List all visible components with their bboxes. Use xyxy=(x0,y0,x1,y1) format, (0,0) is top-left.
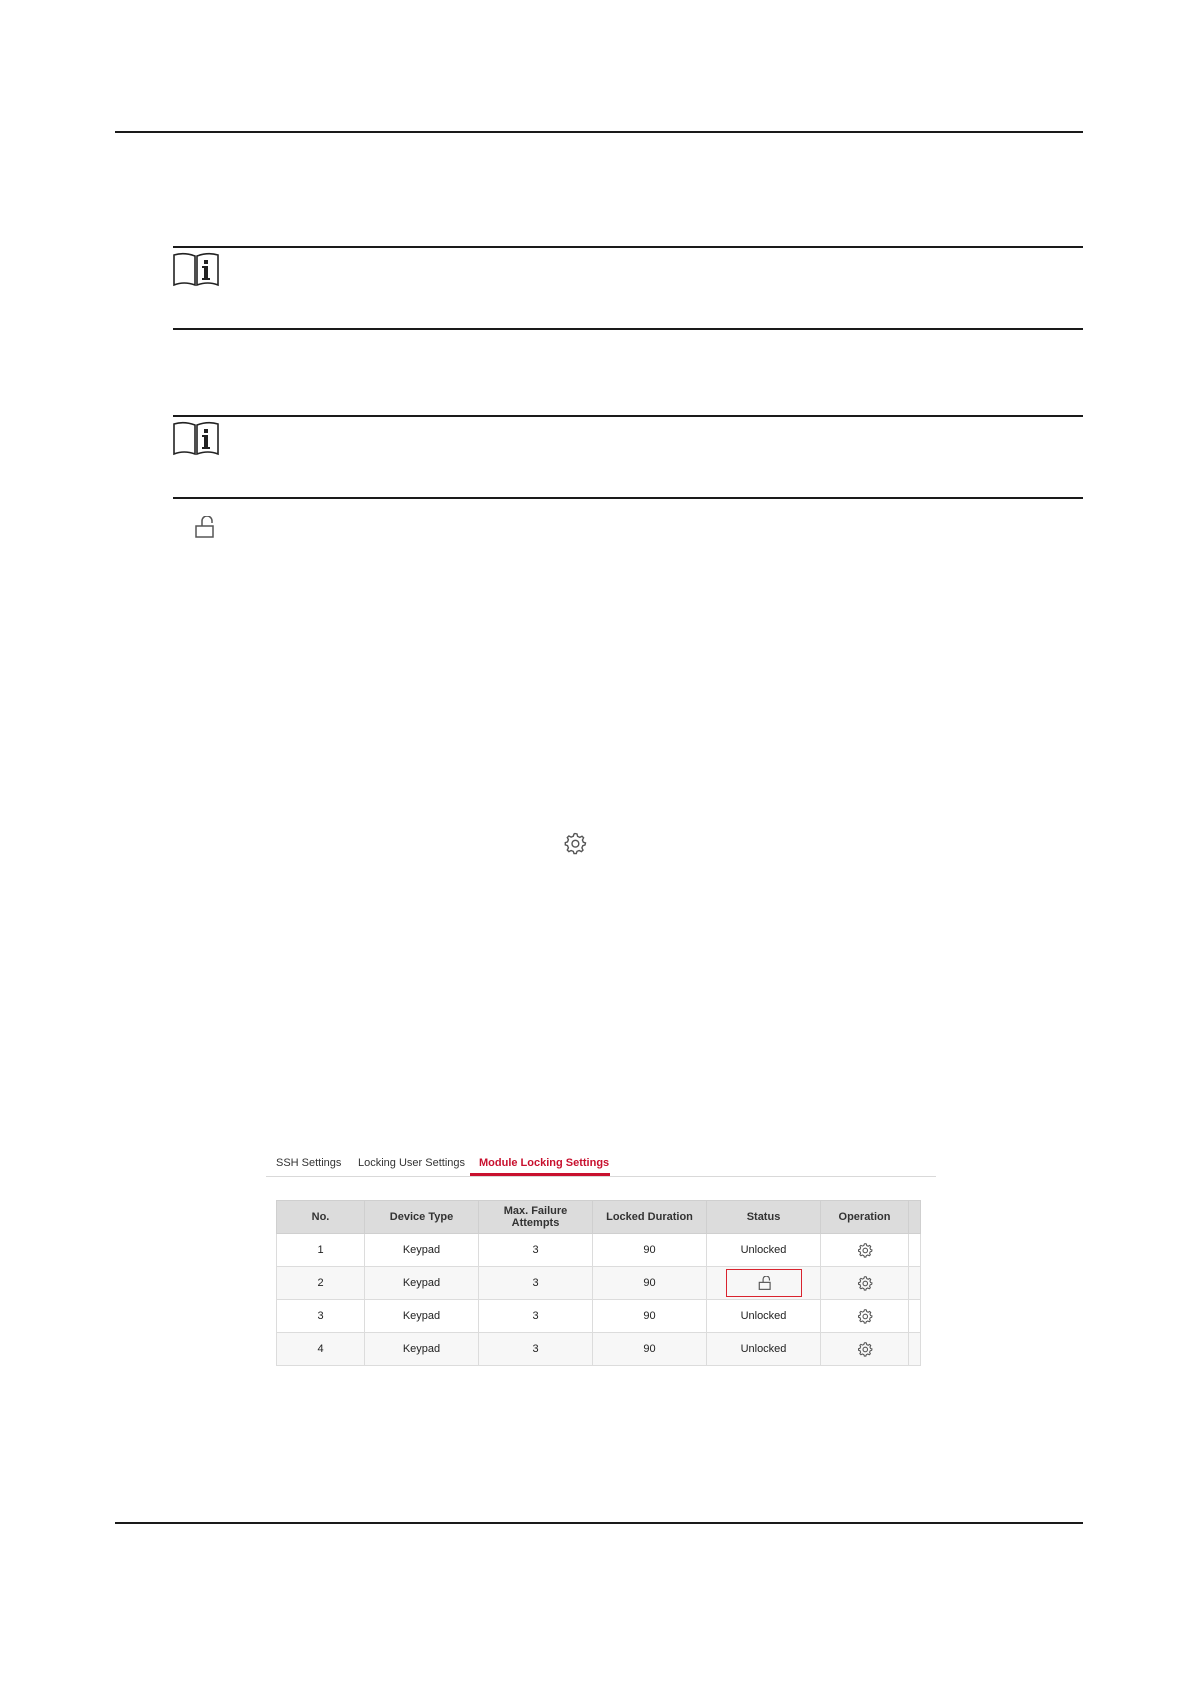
cell-no: 3 xyxy=(277,1300,365,1333)
module-locking-screenshot xyxy=(266,1148,936,1360)
col-header-status: Status xyxy=(707,1201,821,1234)
unlock-icon xyxy=(194,516,216,538)
cell-no: 2 xyxy=(277,1267,365,1300)
active-tab-indicator xyxy=(470,1173,610,1176)
gear-icon xyxy=(563,831,587,855)
scrollbar-gutter xyxy=(909,1267,921,1300)
col-header-device-type: Device Type xyxy=(365,1201,479,1234)
module-locking-table xyxy=(276,1200,921,1366)
cell-locked-duration: 90 xyxy=(593,1333,707,1366)
cell-device-type: Keypad xyxy=(365,1234,479,1267)
scrollbar-gutter xyxy=(909,1234,921,1267)
cell-locked-duration: 90 xyxy=(593,1300,707,1333)
status-highlight-box xyxy=(726,1269,802,1297)
col-header-no: No. xyxy=(277,1201,365,1234)
tab-locking-user-settings[interactable]: Locking User Settings xyxy=(358,1157,465,1169)
footer-rule xyxy=(115,1522,1083,1524)
cell-locked-duration: 90 xyxy=(593,1267,707,1300)
cell-max-failure-attempts: 3 xyxy=(479,1333,593,1366)
note-top-rule xyxy=(173,415,1083,417)
cell-max-failure-attempts: 3 xyxy=(479,1267,593,1300)
table-row xyxy=(277,1234,921,1267)
note-top-rule xyxy=(173,246,1083,248)
header-rule xyxy=(115,131,1083,133)
table-row xyxy=(277,1300,921,1333)
cell-device-type: Keypad xyxy=(365,1300,479,1333)
cell-operation xyxy=(821,1267,909,1300)
table-row xyxy=(277,1267,921,1300)
cell-operation xyxy=(821,1333,909,1366)
gear-icon[interactable] xyxy=(857,1275,873,1291)
cell-device-type: Keypad xyxy=(365,1333,479,1366)
table-header-row xyxy=(277,1201,921,1234)
cell-status: Unlocked xyxy=(707,1300,821,1333)
cell-locked-duration: 90 xyxy=(593,1234,707,1267)
col-header-locked-duration: Locked Duration xyxy=(593,1201,707,1234)
gear-icon[interactable] xyxy=(857,1242,873,1258)
note-bottom-rule xyxy=(173,328,1083,330)
cell-no: 4 xyxy=(277,1333,365,1366)
cell-max-failure-attempts: 3 xyxy=(479,1234,593,1267)
cell-max-failure-attempts: 3 xyxy=(479,1300,593,1333)
col-header-operation: Operation xyxy=(821,1201,909,1234)
scrollbar-gutter xyxy=(909,1333,921,1366)
col-header-max-failure-attempts: Max. Failure Attempts xyxy=(479,1201,593,1234)
cell-status xyxy=(707,1267,821,1300)
cell-operation xyxy=(821,1234,909,1267)
gear-icon[interactable] xyxy=(857,1341,873,1357)
note-bottom-rule xyxy=(173,497,1083,499)
tab-bar xyxy=(266,1148,936,1177)
table-row xyxy=(277,1333,921,1366)
cell-status: Unlocked xyxy=(707,1234,821,1267)
note-icon xyxy=(172,252,220,288)
cell-no: 1 xyxy=(277,1234,365,1267)
unlock-icon[interactable] xyxy=(758,1276,772,1290)
cell-device-type: Keypad xyxy=(365,1267,479,1300)
note-icon xyxy=(172,421,220,457)
tab-module-locking-settings[interactable]: Module Locking Settings xyxy=(479,1157,610,1169)
gear-icon[interactable] xyxy=(857,1308,873,1324)
tab-ssh-settings[interactable]: SSH Settings xyxy=(276,1157,342,1169)
scrollbar-gutter xyxy=(909,1300,921,1333)
cell-operation xyxy=(821,1300,909,1333)
cell-status: Unlocked xyxy=(707,1333,821,1366)
scrollbar-gutter xyxy=(909,1201,921,1234)
